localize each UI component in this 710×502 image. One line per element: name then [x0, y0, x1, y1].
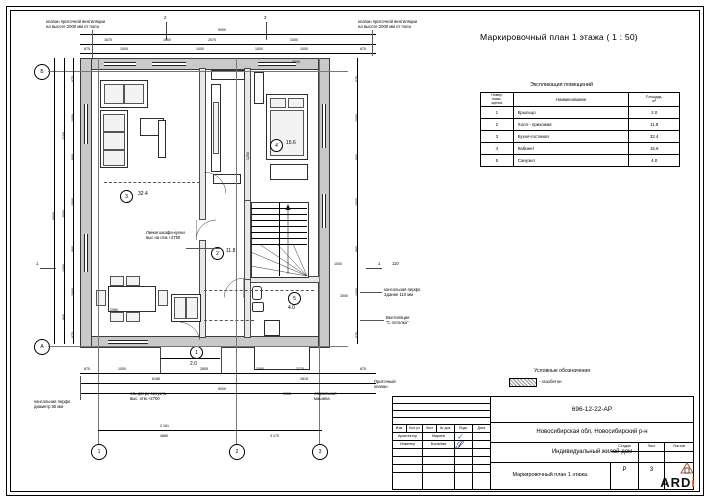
stamp-blank-14	[423, 465, 455, 473]
wall-left	[80, 58, 92, 348]
hall-cabinet-inner	[174, 297, 186, 319]
signature-architect: ✓	[456, 432, 464, 442]
dim-line-top-small	[80, 53, 376, 54]
signature-engineer: 𝓢	[454, 439, 463, 451]
dim-int-2000c: 2000	[283, 392, 291, 396]
dim-left-s6: 1000	[71, 288, 75, 296]
dim-lower-2161: 2 161	[160, 424, 169, 428]
axis-line-B	[48, 71, 348, 72]
ardi-logo-mark	[680, 462, 694, 474]
axis-line-3	[319, 58, 320, 444]
stamp-blank-17	[393, 473, 423, 489]
table-row: 1 Крыльцо 2.0	[481, 107, 680, 119]
note-konsol: консольная перфо диаметр 50 мм	[34, 399, 71, 409]
sofa-cushion-1	[103, 114, 125, 132]
section-line-right	[366, 268, 382, 269]
dim-line-top-outer	[80, 34, 376, 35]
axis-bubble-B-left: Б	[34, 64, 50, 80]
dining-chair-3	[110, 312, 124, 322]
stamp-blank-20	[473, 473, 491, 489]
dim-top-1000: 1000	[163, 38, 171, 42]
dim-top-s2: 1000	[120, 47, 128, 51]
stamp-date-engineer	[473, 441, 491, 449]
dim-left-s3: 900	[71, 154, 75, 160]
note-podokonnik: Приточный клапан	[374, 379, 396, 389]
axis-bubble-3-bottom: 3	[312, 444, 328, 460]
dim-left-s2: 1000	[71, 114, 75, 122]
tv-unit	[158, 120, 166, 158]
partition-stair-left	[244, 200, 251, 280]
room-tag-2: 2	[211, 247, 224, 260]
window-bottom-1	[108, 340, 148, 344]
dim-left-2150: 2150	[62, 132, 66, 140]
dim-top-s4: 1500	[255, 47, 263, 51]
room-tag-1: 1	[190, 346, 203, 359]
stamp-role-architect: Архитектор	[393, 433, 423, 441]
partition-bath-vertical	[244, 276, 251, 338]
room-area-5: 4.0	[288, 305, 295, 311]
dim-top-1675: 1675	[104, 38, 112, 42]
title-block	[392, 396, 694, 490]
door-swing-entry	[178, 322, 200, 340]
stamp-list-header: Лист	[639, 443, 665, 452]
stamp-blank-2	[393, 404, 491, 411]
dining-chair-4	[126, 312, 140, 322]
dim-int-2980: 2980	[110, 308, 118, 312]
leader-island	[186, 248, 220, 249]
washing-machine	[264, 320, 280, 336]
window-left-2	[84, 234, 88, 272]
dim-int-1250: 1250	[246, 152, 250, 160]
porch-step-line	[160, 358, 220, 359]
legend-title: Условные обозначения	[534, 368, 591, 374]
axis-line-1	[98, 58, 99, 444]
room-tag-3: 3	[120, 190, 133, 203]
page-title: Маркировочный план 1 этажа ( 1 : 50)	[480, 32, 638, 42]
section-mark-top-2: 3	[264, 15, 267, 20]
window-top-2	[152, 62, 186, 66]
exp-header-area: Площадь, м²	[629, 93, 680, 107]
section-mark-right: 1	[378, 261, 381, 266]
wardrobe	[254, 72, 264, 104]
explication-table	[480, 92, 680, 167]
exp-header-name: Наименование	[513, 93, 629, 107]
legend-item-label: - газобетон	[539, 379, 562, 384]
stamp-name-engineer: Богачёва	[423, 441, 455, 449]
logo-text: ARD	[660, 475, 692, 490]
dim-left-900: 900	[62, 314, 66, 320]
dim-int-1000: 1000	[334, 262, 342, 266]
window-right-1	[322, 104, 326, 148]
dashed-ref-2	[204, 320, 254, 321]
dim-left-9000: 9000	[52, 212, 56, 220]
dim-left-s4: 1500	[71, 198, 75, 206]
note-vent-right: клапан приточной вентиляции на высоте 2000 мм от пола	[358, 19, 417, 29]
dining-chair-2	[126, 276, 140, 286]
table-row: 2 Холл - прихожая 11.8	[481, 119, 680, 131]
stamp-stage-header: Стадия	[611, 443, 639, 452]
dim-bot-s3: 2855	[200, 367, 208, 371]
dim-lower-4880: 4880	[160, 434, 168, 438]
dim-bot-s6: 675	[360, 367, 366, 371]
ardi-logo	[660, 475, 696, 490]
dim-line-bottom-mid	[80, 383, 376, 384]
dim-left-s7: 675	[71, 332, 75, 338]
stamp-blank-1	[393, 397, 491, 404]
stamp-blank-3	[393, 411, 491, 418]
note-railing: консольная перфо Здание 110 мм	[384, 287, 421, 297]
dim-top-s5: 1000	[300, 47, 308, 51]
stamp-location: Новосибирская обл, Новосибирский р-н	[491, 423, 693, 443]
window-right-2	[322, 194, 326, 228]
dim-bot-2815: 2815	[300, 377, 308, 381]
dim-right-s2: 1000	[355, 114, 359, 122]
stamp-col-koluch: Кол.уч	[407, 425, 423, 433]
axis-bubble-1-bottom: 1	[91, 444, 107, 460]
sofa-section-b	[124, 84, 144, 104]
dining-chair-1	[110, 276, 124, 286]
stamp-date-architect	[473, 433, 491, 441]
dim-right-s1: 675	[355, 76, 359, 82]
note-stiralnaya: стиральная машина	[314, 391, 337, 401]
stamp-col-ndok: № док.	[437, 425, 455, 433]
stamp-blank-8	[473, 449, 491, 457]
stamp-listov-header: Листов	[665, 443, 693, 452]
stamp-blank-16	[473, 465, 491, 473]
door-swing-hall	[196, 218, 216, 240]
bed-pillow-1	[270, 98, 286, 108]
stamp-col-list: Лист	[423, 425, 437, 433]
note-island: Линия шкафа-кухни выс на отм.+2750	[146, 230, 185, 240]
dining-chair-6	[158, 290, 168, 306]
stamp-stage-value: Р	[611, 452, 639, 489]
dim-left-1000: 1000	[62, 264, 66, 272]
legend-hatch-swatch	[509, 378, 537, 387]
stamp-blank-13	[393, 465, 423, 473]
section-mark-top: 2	[164, 15, 167, 20]
note-ceiling: Вентиляция "С потолка"	[386, 315, 410, 325]
stamp-blank-6	[423, 449, 455, 457]
stamp-col-izm: Изм.	[393, 425, 407, 433]
dashed-ref-1	[204, 290, 314, 291]
dim-top-2570: 2570	[208, 38, 216, 42]
dim-bot-s2: 1000	[118, 367, 126, 371]
stamp-role-engineer: Инженер	[393, 441, 423, 449]
stamp-list-value: 3	[639, 452, 665, 489]
door-swing-bath	[224, 278, 244, 298]
leader-vent-left	[92, 30, 93, 58]
dim-bot-s5: 2170	[296, 367, 304, 371]
stamp-sheet-name: Маркировочный план 1 этажа.	[491, 463, 611, 489]
dim-line-lower	[98, 430, 322, 431]
room-area-3: 32.4	[138, 191, 148, 197]
dim-left-s1: 675	[71, 76, 75, 82]
desk-right	[270, 164, 308, 180]
note-sanuzel: ось двери санузла выс. отм.+2700	[130, 391, 167, 401]
section-mark-left: 1	[36, 261, 39, 266]
hall-cabinet-inner2	[186, 297, 198, 319]
dim-bot-6185: 6185	[152, 377, 160, 381]
stamp-blank-10	[423, 457, 455, 465]
dim-top-s3: 1000	[196, 47, 204, 51]
exp-header-no: Номер поме- щения	[481, 93, 514, 107]
room-area-1: 2.0	[190, 361, 197, 367]
stair-direction-arrow	[284, 204, 292, 274]
stamp-name-architect: Мариев	[423, 433, 455, 441]
dim-top-3300: 3300	[290, 38, 298, 42]
stamp-blank-9	[393, 457, 423, 465]
dim-top-s6: 675	[360, 47, 366, 51]
dim-line-bottom-small	[80, 373, 376, 374]
sofa-cushion-2	[103, 132, 125, 150]
section-line-top2	[266, 22, 267, 40]
dim-bot-9000: 9000	[218, 387, 226, 391]
sink	[252, 302, 264, 312]
dim-int-2000: 2000	[292, 60, 300, 64]
sofa-section-a	[104, 84, 124, 104]
dim-left-s5: 900	[71, 246, 75, 252]
room-area-2: 11.8	[226, 248, 236, 254]
partition-central-vertical	[199, 68, 206, 220]
stamp-project-code: 696-12-22-АР	[491, 397, 693, 423]
room-tag-4: 4	[270, 139, 283, 152]
stamp-blank-4	[393, 418, 491, 425]
note-vent-left: клапан приточной вентиляции на высоте 2000 мм от пола	[46, 19, 105, 29]
stamp-blank-18	[423, 473, 455, 489]
stamp-blank-5	[393, 449, 423, 457]
partition-hall-vertical	[199, 240, 206, 338]
leader-railing	[360, 292, 382, 293]
dim-right-s5: 900	[355, 246, 359, 252]
dim-right-s4: 1500	[355, 198, 359, 206]
dim-lower-3170: 3 170	[270, 434, 279, 438]
room-area-4: 15.6	[286, 140, 296, 146]
dim-line-left-outer	[54, 58, 55, 344]
leader-vent-right	[372, 30, 373, 56]
dim-right-s6: 1000	[355, 288, 359, 296]
bed-pillow-2	[288, 98, 304, 108]
stamp-blank-12	[473, 457, 491, 465]
window-top-3	[258, 62, 296, 66]
stamp-object: Индивидуальный жилой дом	[491, 443, 693, 463]
dim-line-top-mid	[80, 44, 376, 45]
axis-bubble-A-left: А	[34, 339, 50, 355]
dim-int-2000b: 2000	[340, 294, 348, 298]
leader-konsol	[80, 376, 81, 400]
stamp-col-podp: Подп.	[455, 425, 473, 433]
stamp-blank-15	[455, 465, 473, 473]
stamp-col-data: Дата	[473, 425, 491, 433]
stamp-blank-11	[455, 457, 473, 465]
stamp-blank-19	[455, 473, 473, 489]
logo-accent: i	[691, 475, 696, 490]
partition-right-vertical	[244, 68, 251, 202]
axis-line-2	[236, 58, 237, 444]
table-row: 3 Кухня-гостиная 32.4	[481, 131, 680, 143]
door-swing-livingroom	[204, 172, 226, 194]
dim-bot-s1: 675	[84, 367, 90, 371]
table-row: 5 Санузел 4.0	[481, 155, 680, 167]
dashed-ref-4	[104, 182, 200, 183]
dim-line-left-mid	[64, 58, 65, 344]
axis-bubble-2-bottom: 2	[229, 444, 245, 460]
window-left-1	[84, 104, 88, 144]
toilet	[252, 286, 262, 300]
table-row: 4 Кабинет 15.6	[481, 143, 680, 155]
note-110: 110	[392, 261, 399, 266]
dim-right-s3: 900	[355, 154, 359, 160]
explication-title: Экспликация помещений	[530, 82, 594, 88]
media-wall-panel	[213, 102, 219, 154]
axis-line-A	[48, 346, 348, 347]
dim-top-s1: 675	[84, 47, 90, 51]
dim-right-s7: 675	[355, 332, 359, 338]
dim-bot-s4: 1000	[256, 367, 264, 371]
window-top-1	[104, 62, 136, 66]
dim-top-outer-9000: 9000	[218, 28, 226, 32]
sofa-cushion-3	[103, 150, 125, 166]
room-tag-5: 5	[288, 292, 301, 305]
stair-winder-fan	[251, 244, 307, 276]
leader-ceiling	[360, 320, 384, 321]
dim-left-2550: 2550	[62, 210, 66, 218]
